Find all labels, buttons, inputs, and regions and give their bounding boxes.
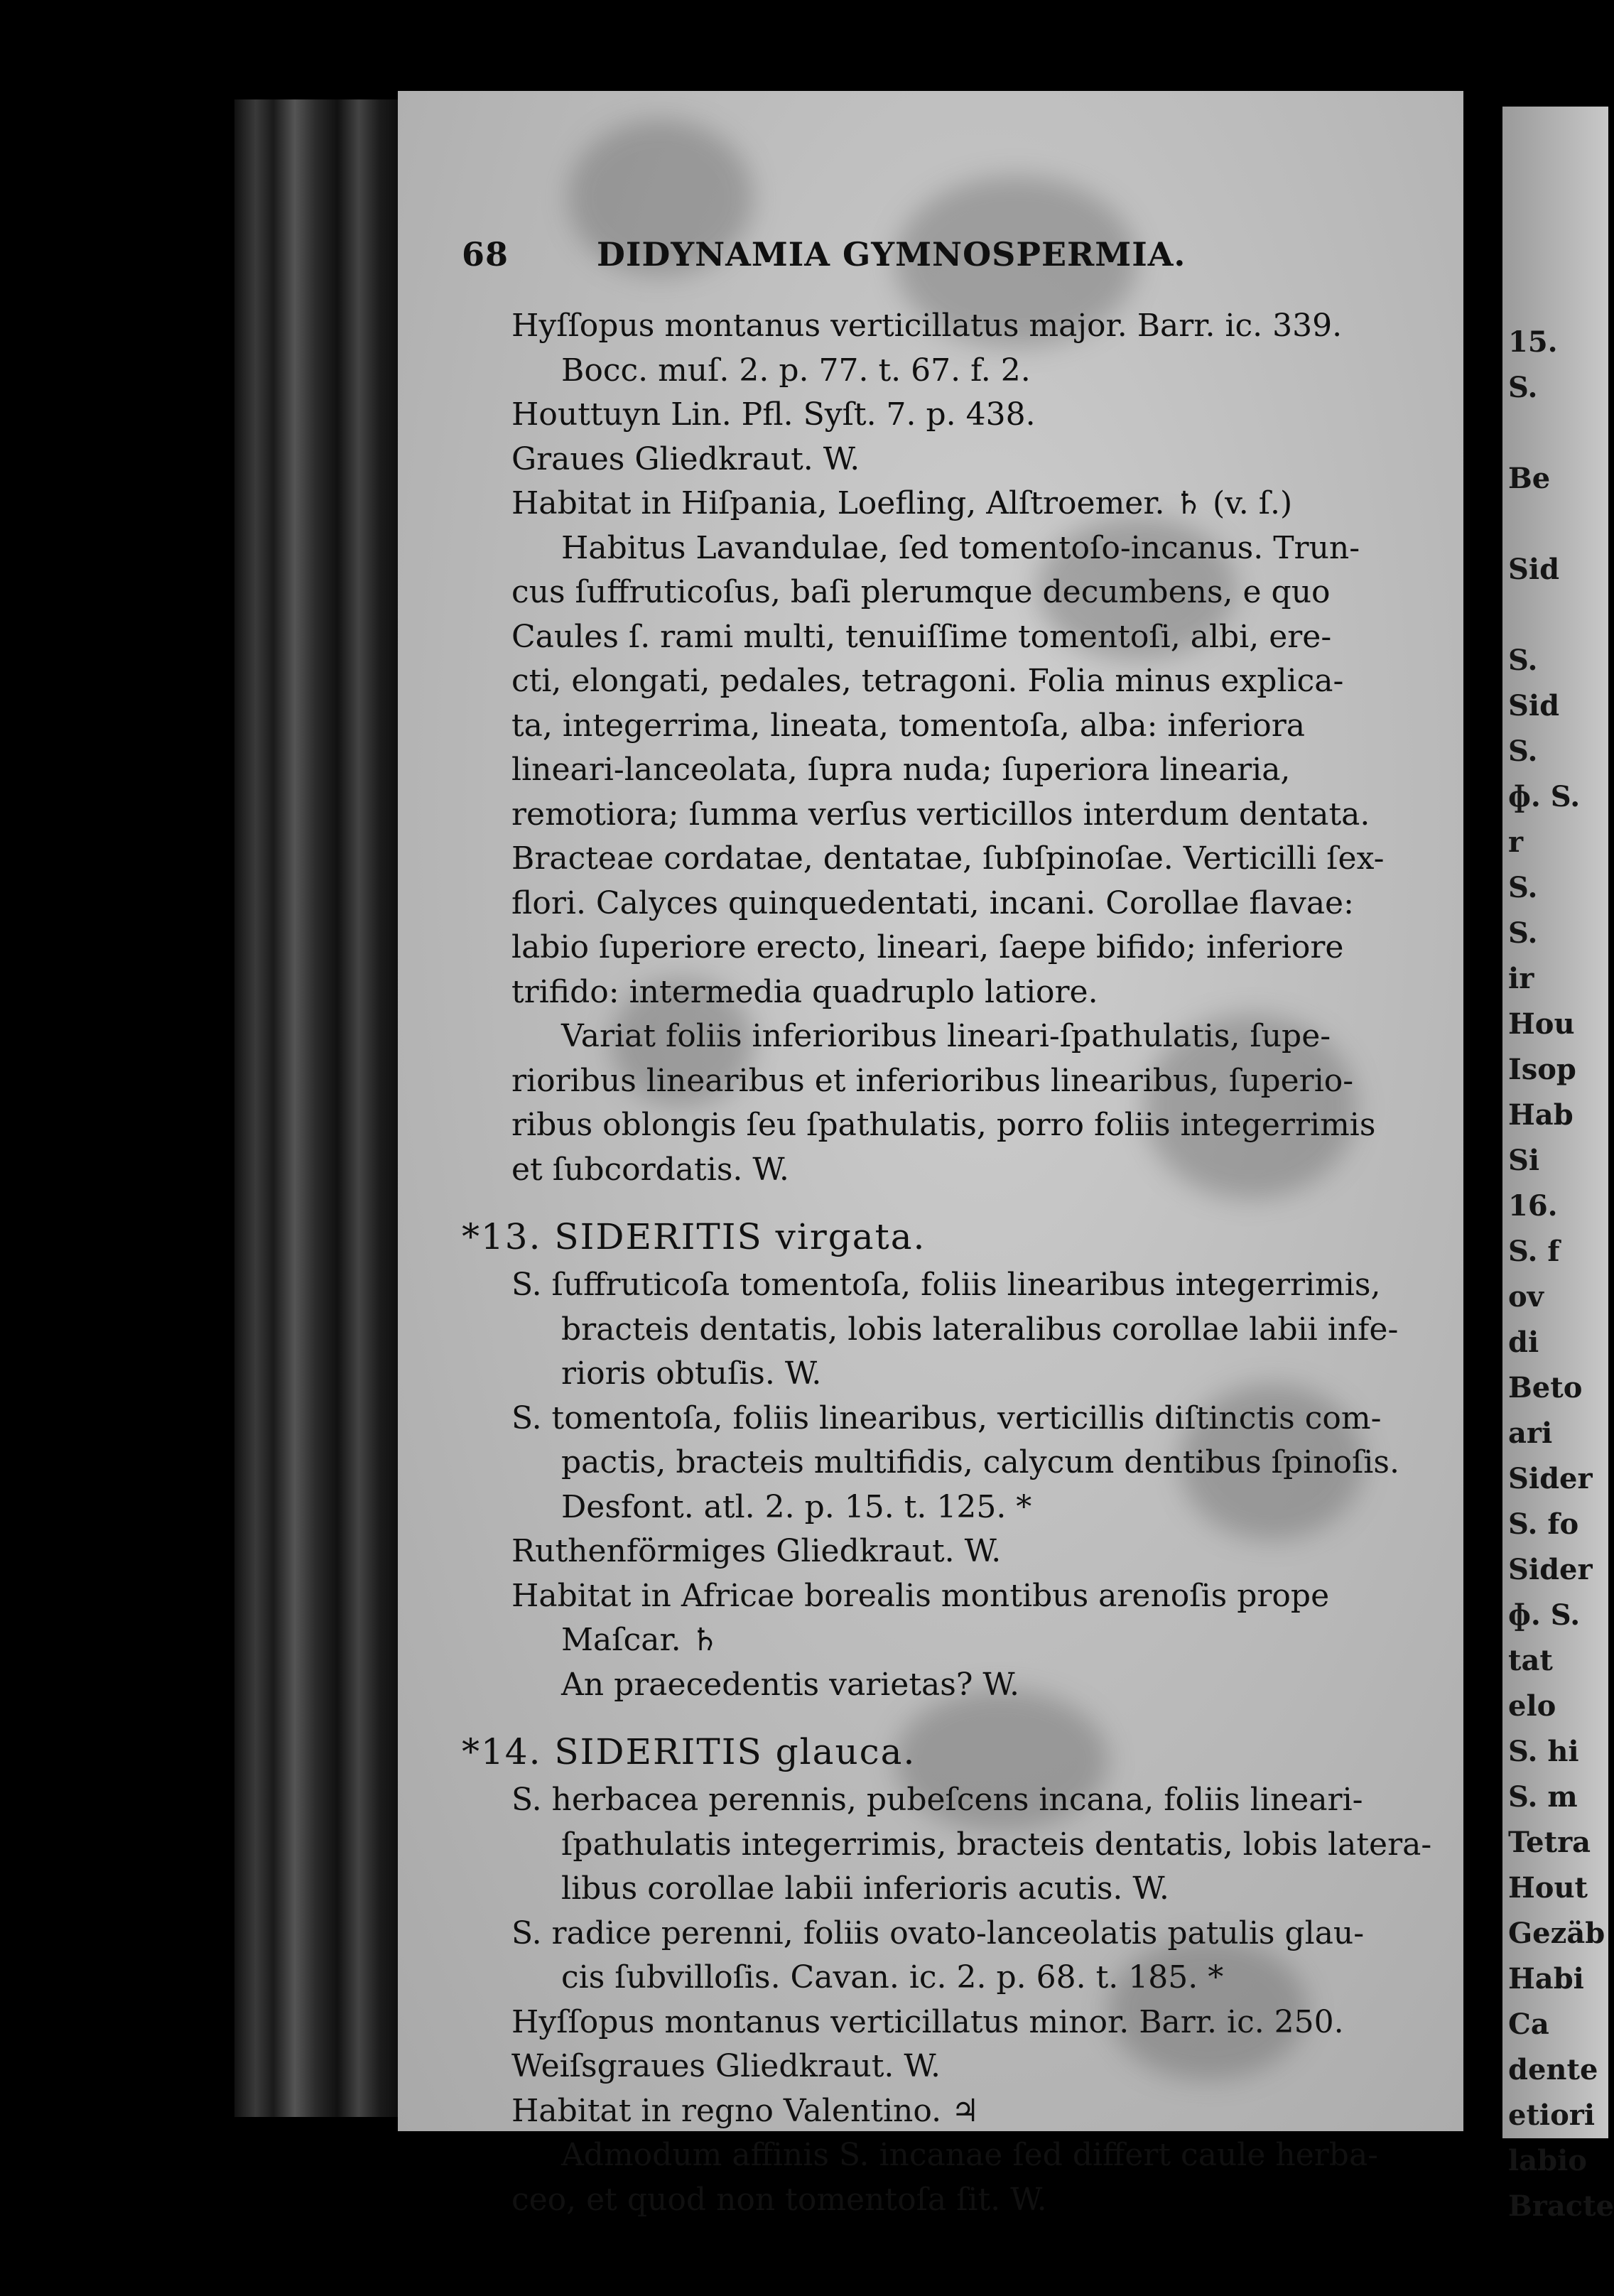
text-line: Bocc. muſ. 2. p. 77. t. 67. f. 2. xyxy=(561,352,1031,389)
text-line: ceo, et quod non tomentoſa ſit. W. xyxy=(511,2181,1047,2218)
text-line: cis ſubvilloſis. Cavan. ic. 2. p. 68. t. 185. * xyxy=(561,1959,1224,1996)
text-line: Ruthenförmiges Gliedkraut. W. xyxy=(511,1533,1002,1569)
text-line: labio ſuperiore erecto, lineari, ſaepe bifido; inferiore xyxy=(511,929,1344,965)
text-line: cus ſuffruticoſus, baſi plerumque decumbens, e quo xyxy=(511,574,1331,610)
text-line: bracteis dentatis, lobis lateralibus corollae labii infe- xyxy=(561,1311,1399,1348)
adjacent-page-fragment: ari xyxy=(1508,1417,1553,1450)
adjacent-page-fragment: ir xyxy=(1508,962,1534,995)
text-line: Variat foliis inferioribus lineari-ſpathulatis, ſupe- xyxy=(561,1018,1331,1054)
text-line: remotiora; ſumma verſus verticillos interdum dentata. xyxy=(511,796,1370,833)
adjacent-page-fragment: Be xyxy=(1508,462,1551,495)
adjacent-page-fragment: 16. xyxy=(1508,1189,1558,1223)
adjacent-page-fragment: etiori xyxy=(1508,2099,1596,2132)
adjacent-page-fragment: elo xyxy=(1508,1689,1556,1723)
text-line: et ſubcordatis. W. xyxy=(511,1151,789,1188)
adjacent-page-fragment: Hout xyxy=(1508,1871,1588,1905)
adjacent-page-fragment: 15. xyxy=(1508,325,1558,359)
text-line: rioris obtuſis. W. xyxy=(561,1355,822,1392)
adjacent-page-fragment: Sid xyxy=(1508,689,1560,722)
text-line: An praecedentis varietas? W. xyxy=(561,1666,1019,1703)
adjacent-page-fragment: S. xyxy=(1508,735,1538,768)
running-title: DIDYNAMIA GYMNOSPERMIA. xyxy=(597,235,1186,274)
adjacent-page-fragment: Hou xyxy=(1508,1007,1575,1041)
adjacent-page-fragment: Sider xyxy=(1508,1462,1593,1495)
text-line: ta, integerrima, lineata, tomentoſa, alba: inferiora xyxy=(511,707,1305,744)
text-line: Habitus Lavandulae, ſed tomentoſo-incanus. Trun- xyxy=(561,529,1360,566)
adjacent-page-fragment: S. f xyxy=(1508,1235,1560,1268)
page-text xyxy=(462,226,1432,2222)
text-line: ribus oblongis ſeu ſpathulatis, porro foliis integerrimis xyxy=(511,1107,1376,1143)
adjacent-page-fragment: Sid xyxy=(1508,553,1560,586)
book-spine xyxy=(234,99,412,2117)
text-line: ſpathulatis integerrimis, bracteis dentatis, lobis latera- xyxy=(561,1826,1432,1863)
text-line: S. herbacea perennis, pubeſcens incana, foliis lineari- xyxy=(511,1782,1363,1818)
adjacent-page-fragment xyxy=(1508,411,1608,456)
adjacent-page-fragment: S. xyxy=(1508,644,1538,677)
text-line: Habitat in Hiſpania, Loefling, Alſtroemer. ♄ (v. ſ.) xyxy=(511,485,1293,521)
adjacent-page-fragment: S. m xyxy=(1508,1780,1578,1814)
text-line: cti, elongati, pedales, tetragoni. Folia minus explica- xyxy=(511,663,1344,699)
adjacent-page-fragment: r xyxy=(1508,825,1524,859)
text-line: Graues Gliedkraut. W. xyxy=(511,440,860,477)
species-heading: *14. SIDERITIS glauca. xyxy=(462,1731,916,1772)
text-line: Habitat in regno Valentino. ♃ xyxy=(511,2092,980,2129)
adjacent-page-fragment xyxy=(1508,502,1608,547)
text-line: S. ſuffruticoſa tomentoſa, foliis linearibus integerrimis, xyxy=(511,1267,1381,1303)
text-line: Desfont. atl. 2. p. 15. t. 125. * xyxy=(561,1488,1032,1525)
adjacent-page-fragment: S. xyxy=(1508,871,1538,904)
text-line: S. radice perenni, foliis ovato-lanceolatis patulis glau- xyxy=(511,1915,1365,1951)
adjacent-page-fragment: Bracte xyxy=(1508,2189,1614,2223)
adjacent-page-fragment: ov xyxy=(1508,1280,1544,1314)
adjacent-page-edge xyxy=(1502,107,1614,2223)
text-line: Weiſsgraues Gliedkraut. W. xyxy=(511,2048,941,2084)
adjacent-page-fragment: labio xyxy=(1508,2144,1587,2177)
text-line: lineari-lanceolata, ſupra nuda; ſuperiora linearia, xyxy=(511,752,1291,788)
adjacent-page-fragment: Hab xyxy=(1508,1098,1574,1132)
adjacent-page-fragment: Beto xyxy=(1508,1371,1583,1404)
adjacent-page-fragment: Sider xyxy=(1508,1553,1593,1586)
adjacent-page-fragment: Tetra xyxy=(1508,1826,1591,1859)
adjacent-page-fragment: S. xyxy=(1508,916,1538,950)
text-line: Hyſſopus montanus verticillatus minor. Barr. ic. 250. xyxy=(511,2003,1344,2040)
page-number: 68 xyxy=(462,235,509,274)
text-line: flori. Calyces quinquedentati, incani. Corollae flavae: xyxy=(511,884,1354,921)
text-line: Caules ſ. rami multi, tenuiſſime tomentoſi, albi, ere- xyxy=(511,618,1332,655)
species-heading: *13. SIDERITIS virgata. xyxy=(462,1216,926,1257)
text-line: libus corollae labii inferioris acutis. W. xyxy=(561,1870,1169,1907)
adjacent-page-fragment: S. hi xyxy=(1508,1735,1579,1768)
text-block xyxy=(462,304,1432,2222)
text-line: Bracteae cordatae, dentatae, ſubſpinoſae. Verticilli ſex- xyxy=(511,840,1385,877)
adjacent-page-text xyxy=(1502,107,1614,2229)
adjacent-page-fragment xyxy=(1508,592,1608,638)
text-line: S. tomentoſa, foliis linearibus, verticillis diſtinctis com- xyxy=(511,1399,1382,1436)
text-line: Hyſſopus montanus verticillatus major. Barr. ic. 339. xyxy=(511,308,1343,344)
adjacent-page-fragment: S. fo xyxy=(1508,1507,1579,1541)
text-line: trifido: intermedia quadruplo latiore. xyxy=(511,973,1098,1010)
adjacent-page-fragment: dente xyxy=(1508,2053,1598,2086)
adjacent-page-fragment: ɸ. S. xyxy=(1508,780,1581,813)
adjacent-page-fragment: ɸ. S. xyxy=(1508,1598,1581,1632)
adjacent-page-fragment: di xyxy=(1508,1326,1539,1359)
book-page xyxy=(398,91,1463,2218)
text-line: Admodum affinis S. incanae ſed differt caule herba- xyxy=(561,2137,1379,2173)
text-line: Habitat in Africae borealis montibus arenoſis prope xyxy=(511,1577,1330,1614)
text-line: Houttuyn Lin. Pfl. Syſt. 7. p. 438. xyxy=(511,396,1036,433)
text-line: Maſcar. ♄ xyxy=(561,1622,720,1658)
adjacent-page-fragment: Habi xyxy=(1508,1962,1584,1996)
page-header xyxy=(462,226,1428,304)
adjacent-page-fragment: tat xyxy=(1508,1644,1553,1677)
adjacent-page-fragment: Si xyxy=(1508,1144,1540,1177)
adjacent-page-fragment: Gezäb xyxy=(1508,1917,1605,1950)
adjacent-page-fragment: Isop xyxy=(1508,1053,1576,1086)
adjacent-page-fragment: S. xyxy=(1508,371,1538,404)
adjacent-page-fragment: Ca xyxy=(1508,2008,1549,2041)
text-line: rioribus linearibus et inferioribus linearibus, ſuperio- xyxy=(511,1062,1354,1099)
text-line: pactis, bracteis multifidis, calycum dentibus ſpinoſis. xyxy=(561,1444,1399,1480)
